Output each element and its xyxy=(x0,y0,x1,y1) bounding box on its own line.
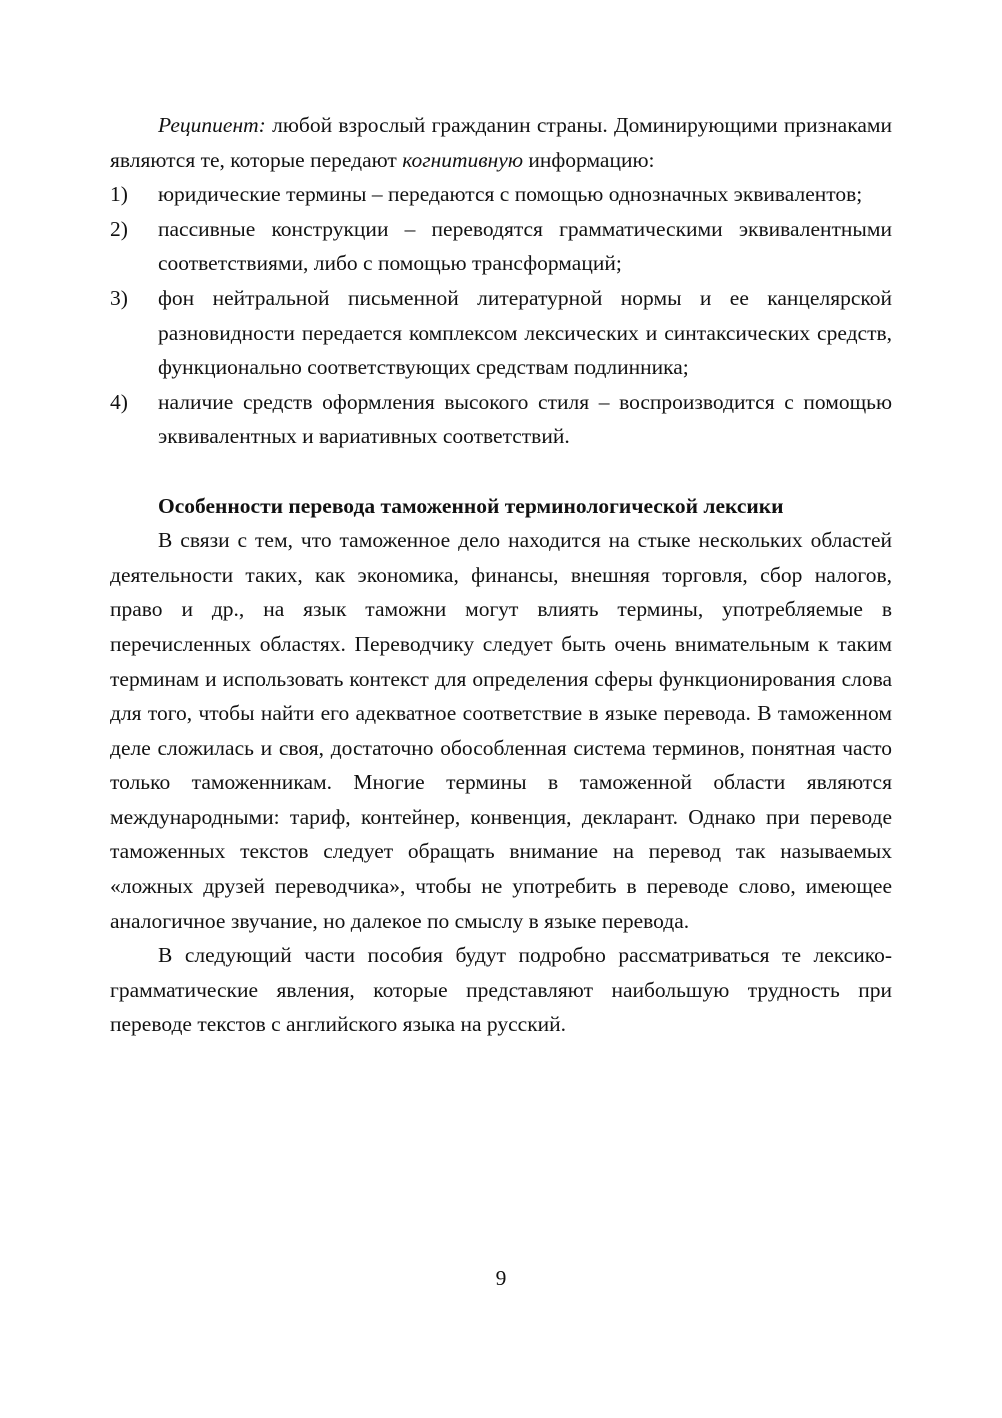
section-paragraph-2: В следующий части пособия будут подробно рассматриваться те лексико-грамматические явления, которые представляют наибольшую трудность при переводе текстов с английского языка на русский. xyxy=(110,943,892,1037)
page-body xyxy=(110,108,892,1042)
intro-text-part1: любой взрослый гражданин страны. Доминирующими признаками являются те, которые передают xyxy=(110,113,892,172)
list-item xyxy=(110,385,892,454)
recipient-term: Реципиент: xyxy=(158,113,266,137)
section-paragraph-1: В связи с тем, что таможенное дело находится на стыке нескольких областей деятельности таких, как экономика, финансы, внешняя торговля, сбор налогов, право и др., на язык таможни могут влиять термины, употребляемые в перечисленных областях. Переводчику следует быть очень внимательным к таким терминам и использовать контекст для определения сферы функционирования слова для того, чтобы найти его адекватное соответствие в языке перевода. В таможенном деле сложилась и своя, достаточно обособленная система терминов, понятная часто только таможенникам. Многие термины в таможенной области являются международными: тариф, контейнер, конвенция, декларант. Однако при переводе таможенных текстов следует обращать внимание на перевод так называемых «ложных друзей переводчика», чтобы не употребить в переводе слово, имеющее аналогичное звучание, но далекое по смыслу в языке перевода. xyxy=(110,528,892,933)
page-number: 9 xyxy=(495,1266,507,1290)
list-item-number: 4) xyxy=(110,389,128,414)
list-item xyxy=(110,177,892,212)
list-item-number: 1) xyxy=(110,182,128,207)
intro-paragraph xyxy=(110,108,892,177)
list-item-text: наличие средств оформления высокого стиля – воспроизводится с помощью эквивалентных и вариативных соответствий. xyxy=(158,389,892,449)
list-item xyxy=(110,281,892,385)
list-item-text: фон нейтральной письменной литературной нормы и ее канцелярской разновидности передается комплексом лексических и синтаксических средств, функционально соответствующих средствам подлинника; xyxy=(158,285,892,380)
cognitive-word: когнитивную xyxy=(402,147,523,172)
section-heading: Особенности перевода таможенной терминологической лексики xyxy=(158,493,784,518)
list-item-text: юридические термины – передаются с помощью однозначных эквивалентов; xyxy=(158,182,863,207)
list-item-number: 3) xyxy=(110,285,128,310)
intro-text-part2: информацию: xyxy=(522,147,655,172)
list-item-number: 2) xyxy=(110,216,128,241)
list-item-text: пассивные конструкции – переводятся грамматическими эквивалентными соответствиями, либо с помощью трансформаций; xyxy=(158,216,892,276)
list-item xyxy=(110,212,892,281)
features-list xyxy=(110,177,892,454)
